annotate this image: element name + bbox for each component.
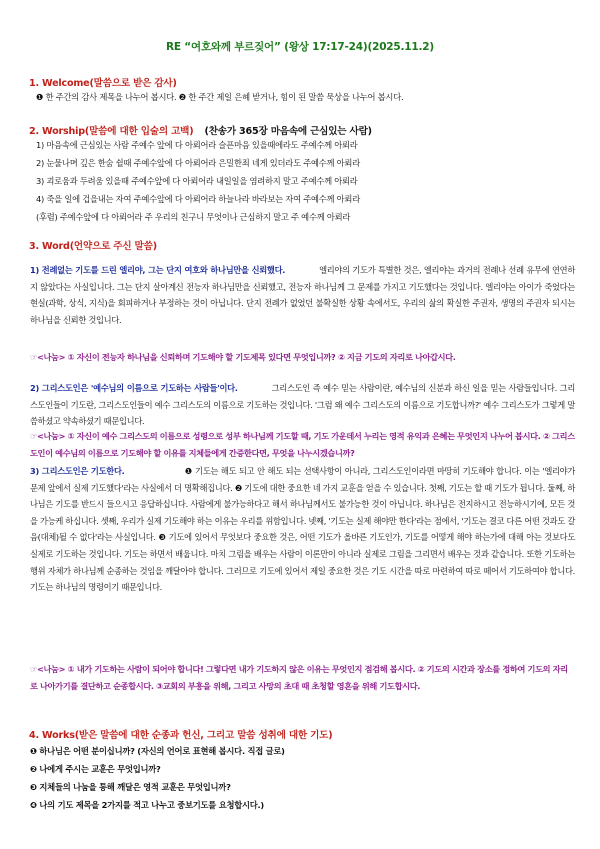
hymn-verse-1: 1) 마음속에 근심있는 사람 주예수 앞에 다 아뢰어라 슬픈마음 있을때에라도 주예수께 아뢰라 xyxy=(36,140,358,150)
point-2-body: 그리스도인 즉 예수 믿는 사람이란, 예수님의 신분과 하신 일을 믿는 사람들입니다. 그리스도인들이 기도란, 그리스도인들이 예수 그리스도의 이름으로 기도하는 것입니다. '그럼 왜 예수 그리스도의 이름으로 기도합니까?' 예수 그리스도가 그렇게 말씀하셨고 약속하셨기 때문입니다. xyxy=(30,383,575,427)
sharing-question-3: ☞<나눔> ① 내가 기도하는 사람이 되어야 합니다! 그렇다면 내가 기도하지 않은 이유는 무엇인지 점검해 봅시다. ② 기도의 시간과 장소를 정하여 기도의 자리로 나아가기를 결단하고 순종합시다. ③교회의 부흥을 위해, 그리고 사망의 초대 때 초청할 영혼을 위해 기도합시다. xyxy=(30,664,568,691)
section-word-heading: 3. Word(언약으로 주신 말씀) xyxy=(29,241,157,252)
word-point-2 xyxy=(30,380,575,430)
section-welcome-heading: 1. Welcome(말씀으로 받은 감사) xyxy=(29,78,177,89)
welcome-line: ❶ 한 주간의 감사 제목을 나누어 봅시다. ❷ 한 주간 제일 은혜 받거나, 힘이 된 말씀 묵상을 나누어 봅시다. xyxy=(36,92,404,102)
point-2-title: 2) 그리스도인은 '예수님의 이름으로 기도하는 사람들'이다. xyxy=(30,383,238,393)
point-1-body: 엘리야의 기도가 특별한 것은, 엘리야는 과거의 전례나 선례 유무에 연연하지 않았다는 사실입니다. 그는 단지 살아계신 전능자 하나님만을 신뢰했고, 전능자 하나님께 그 문제를 가지고 기도했다는 것입니다. 엘리야는 아이가 죽었다는 현실(과학, 상식, 지식)을 회피하거나 부정하는 것이 아닙니다. 단지 전례가 없었던 불확실한 상황 속에서도, 우리의 삶의 확실한 주권자, 생명의 주권자 되시는 하나님을 신뢰한 것입니다. xyxy=(30,265,575,325)
sharing-question-2: ☞<나눔> ① 자신이 예수 그리스도의 이름으로 성령으로 성부 하나님께 기도할 때, 기도 가운데서 누리는 영적 유익과 은혜는 무엇인지 나누어 봅시다. ② 그리스도인이 예수님의 이름으로 기도해야 할 이유를 지체들에게 간증한다면, 무엇을 나누시겠습니까? xyxy=(30,431,575,458)
point-3-title: 3) 그리스도인은 기도한다. xyxy=(30,466,125,476)
point-1-title: 1) 전례없는 기도를 드린 엘리야, 그는 단지 여호와 하나님만을 신뢰했다. xyxy=(30,265,286,275)
worship-heading-label: 2. Worship(말씀에 대한 입술의 고백) xyxy=(29,126,194,137)
hymn-chorus: (후렴) 주예수앞에 다 아뢰어라 주 우리의 친구니 무엇이나 근심하지 말고 주 예수께 아뢰라 xyxy=(36,212,351,222)
word-point-1 xyxy=(30,262,575,328)
hymn-verse-3: 3) 괴로움과 두려움 있을때 주예수앞에 다 아뢰어라 내일일을 염려하지 말고 주예수께 아뢰라 xyxy=(36,176,358,186)
hymn-verse-2: 2) 눈물나며 깊은 한숨 쉴때 주예수앞에 다 아뢰어라 은밀한죄 네게 있더라도 주예수께 아뢰라 xyxy=(36,158,360,168)
section-works-heading: 4. Works(받은 말씀에 대한 순종과 헌신, 그리고 말씀 성취에 대한 기도) xyxy=(29,730,333,741)
hymn-verse-4: 4) 죽을 일에 겁을내는 자여 주예수앞에 다 아뢰어라 하늘나라 바라보는 자여 주예수께 아뢰라 xyxy=(36,194,360,204)
works-item-3: ❸ 지체들의 나눔을 통해 깨달은 영적 교훈은 무엇입니까? xyxy=(30,782,231,792)
word-point-3 xyxy=(30,463,575,596)
works-item-4: ❹ 나의 기도 제목을 2가지를 적고 나누고 중보기도를 요청합시다.) xyxy=(30,800,264,810)
sharing-question-1: ☞<나눔> ① 자신이 전능자 하나님을 신뢰하며 기도해야 할 기도제목 있다면 무엇입니까? ② 지금 기도의 자리로 나아갑시다. xyxy=(30,352,456,362)
section-worship-heading xyxy=(29,123,372,137)
hymn-reference: (찬송가 365장 마음속에 근심있는 사람) xyxy=(204,126,372,137)
point-3-body: ❶ 기도는 해도 되고 안 해도 되는 선택사항이 아니라, 그리스도인이라면 마땅히 기도해야 합니다. 이는 '엘리야가 문제 앞에서 실제 기도했다'라는 사실에서 더 명확해집니다. ❷ 기도에 대한 중요한 네 가지 교훈을 얻을 수 있습니다. 첫째, 기도는 할 때 기도가 됩니다. 둘째, 하나님은 기도를 반드시 들으시고 응답하십니다. 사람에게 불가능하다고 해서 하나님께서도 불가능한 것이 아닙니다. 하나님은 전지하시고 전능하시기에, 모든 것을 가능케 하십니다. 셋째, 우리가 실제 기도해야 하는 이유는 우리를 위함입니다. 넷째, '기도는 실제 해야만 한다'라는 점에서, '기도는 결코 다른 어떤 것과도 갈음(대체)될 수 없다'라는 사실입니다. ❸ 기도에 있어서 무엇보다 중요한 것은, 어떤 기도가 올바른 기도인가, 기도를 어떻게 해야 하는가에 대해 아는 것보다도 실제로 기도하는 것입니다. 기도는 하면서 배웁니다. 마치 그림을 배우는 사람이 이론만이 아니라 실제로 그림을 그리면서 배우는 것과 같습니다. 또한 기도하는 행위 자체가 하나님께 순종하는 것임을 깨달아야 합니다. 그러므로 기도에 있어서 제일 중요한 것은 기도 시간을 따로 마련하여 따로 떼어서 기도하여야 합니다. 기도는 하나님의 명령이기 때문입니다. xyxy=(30,466,575,593)
works-item-2: ❷ 나에게 주시는 교훈은 무엇입니까? xyxy=(30,764,161,774)
page-title: RE “여호와께 부르짖어” (왕상 17:17-24)(2025.11.2) xyxy=(165,41,435,53)
works-item-1: ❶ 하나님은 어떤 분이십니까? (자신의 언어로 표현해 봅시다. 직접 글로) xyxy=(30,746,285,756)
